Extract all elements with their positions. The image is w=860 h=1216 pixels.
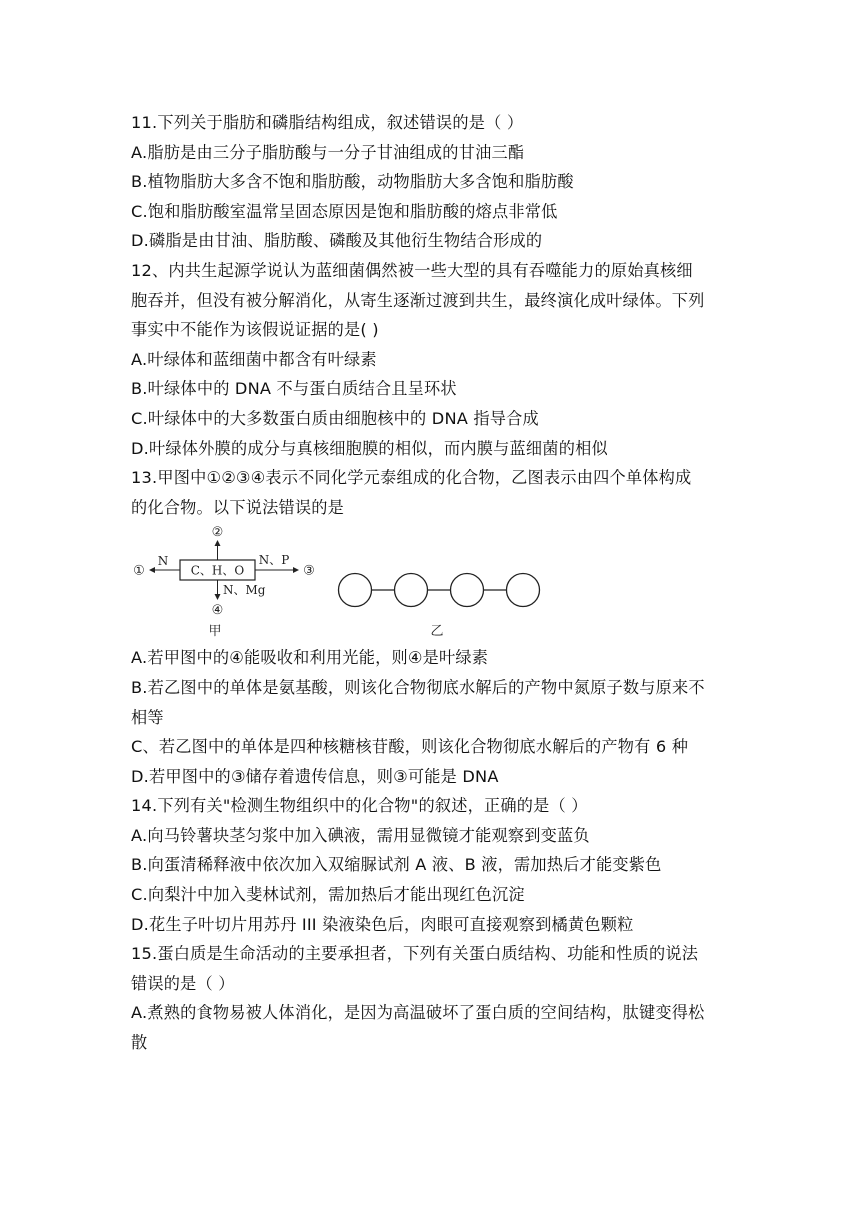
question-15 <box>131 939 736 1057</box>
option-c: C.叶绿体中的大多数蛋白质由细胞核中的 DNA 指导合成 <box>131 408 539 428</box>
node-3: ③ <box>303 563 315 579</box>
option-d: D.磷脂是由甘油、脂肪酸、磷酸及其他衍生物结合形成的 <box>131 231 543 251</box>
node-2: ② <box>211 525 224 541</box>
question-stem: 11.下列关于脂肪和磷脂结构组成，叙述错误的是（ ） <box>131 113 524 132</box>
question-stem: 12、内共生起源学说认为蓝细菌偶然被一些大型的具有吞噬能力的原始真核细 <box>131 260 693 280</box>
option-d: D.叶绿体外膜的成分与真核细胞膜的相似，而内膜与蓝细菌的相似 <box>131 438 608 458</box>
diagram-jia <box>133 525 315 639</box>
diagram-yi <box>339 574 540 640</box>
monomer-circle <box>339 574 372 607</box>
question-stem: 的化合物。以下说法错误的是 <box>131 497 345 517</box>
question-stem: 胞吞并，但没有被分解消化，从寄生逐渐过渡到共生，最终演化成叶绿体。下列 <box>131 290 705 310</box>
monomer-circle <box>507 574 540 607</box>
question-stem: 14.下列有关"检测生物组织中的化合物"的叙述，正确的是（ ） <box>131 796 588 816</box>
option-b: B.植物脂肪大多含不饱和脂肪酸，动物脂肪大多含饱和脂肪酸 <box>131 172 574 192</box>
node-1: ① <box>133 563 145 579</box>
up-arrowhead <box>215 540 221 546</box>
right-arrowhead <box>293 567 299 573</box>
option-b: B.向蛋清稀释液中依次加入双缩脲试剂 A 液、B 液，需加热后才能变紫色 <box>131 855 662 875</box>
question-stem: 错误的是（ ） <box>131 973 235 993</box>
question-12 <box>131 256 736 463</box>
question-list <box>131 108 736 1058</box>
monomer-circle <box>451 574 484 607</box>
option-c: C.向梨汁中加入斐林试剂，需加热后才能出现红色沉淀 <box>131 885 525 905</box>
question-stem: 13.甲图中①②③④表示不同化学元泰组成的化合物，乙图表示由四个单体构成 <box>131 468 692 488</box>
question-14 <box>131 791 736 939</box>
option-b-continued: 相等 <box>131 707 164 727</box>
node-4: ④ <box>211 603 224 619</box>
down-arrowhead <box>215 594 221 600</box>
option-a: A.煮熟的食物易被人体消化，是因为高温破坏了蛋白质的空间结构，肽键变得松 <box>131 1003 705 1023</box>
bottom-edge-label: N、Mg <box>223 583 266 598</box>
option-a: A.向马铃薯块茎匀浆中加入碘液，需用显微镜才能观察到变蓝负 <box>131 825 590 845</box>
option-c: C、若乙图中的单体是四种核糖核苷酸，则该化合物彻底水解后的产物有 6 种 <box>131 737 689 757</box>
option-c: C.饱和脂肪酸室温常呈固态原因是饱和脂肪酸的熔点非常低 <box>131 201 558 221</box>
left-arrowhead <box>149 567 155 573</box>
option-a: A.脂肪是由三分子脂肪酸与一分子甘油组成的甘油三酯 <box>131 142 525 162</box>
question-stem: 15.蛋白质是生命活动的主要承担者，下列有关蛋白质结构、功能和性质的说法 <box>131 944 699 964</box>
caption-yi: 乙 <box>430 624 444 640</box>
question-figure <box>131 522 736 643</box>
option-d: D.花生子叶切片用苏丹 III 染液染色后，肉眼可直接观察到橘黄色颗粒 <box>131 914 634 934</box>
option-a: A.叶绿体和蓝细菌中都含有叶绿素 <box>131 349 377 369</box>
element-box-label: C、H、O <box>190 563 245 578</box>
option-b: B.若乙图中的单体是氨基酸，则该化合物彻底水解后的产物中氮原子数与原来不 <box>131 677 705 697</box>
question-stem: 事实中不能作为该假说证据的是( ) <box>131 320 379 340</box>
left-edge-label: N <box>157 554 169 569</box>
caption-jia: 甲 <box>208 624 222 640</box>
option-a-continued: 散 <box>131 1033 148 1053</box>
question-13 <box>131 463 736 791</box>
question-11 <box>131 108 736 256</box>
option-b: B.叶绿体中的 DNA 不与蛋白质结合且呈环状 <box>131 379 457 399</box>
option-d: D.若甲图中的③储存着遗传信息，则③可能是 DNA <box>131 766 499 786</box>
monomer-circle <box>395 574 428 607</box>
option-a: A.若甲图中的④能吸收和利用光能，则④是叶绿素 <box>131 648 489 668</box>
right-edge-label: N、P <box>258 553 290 568</box>
figure-svg <box>131 524 551 642</box>
